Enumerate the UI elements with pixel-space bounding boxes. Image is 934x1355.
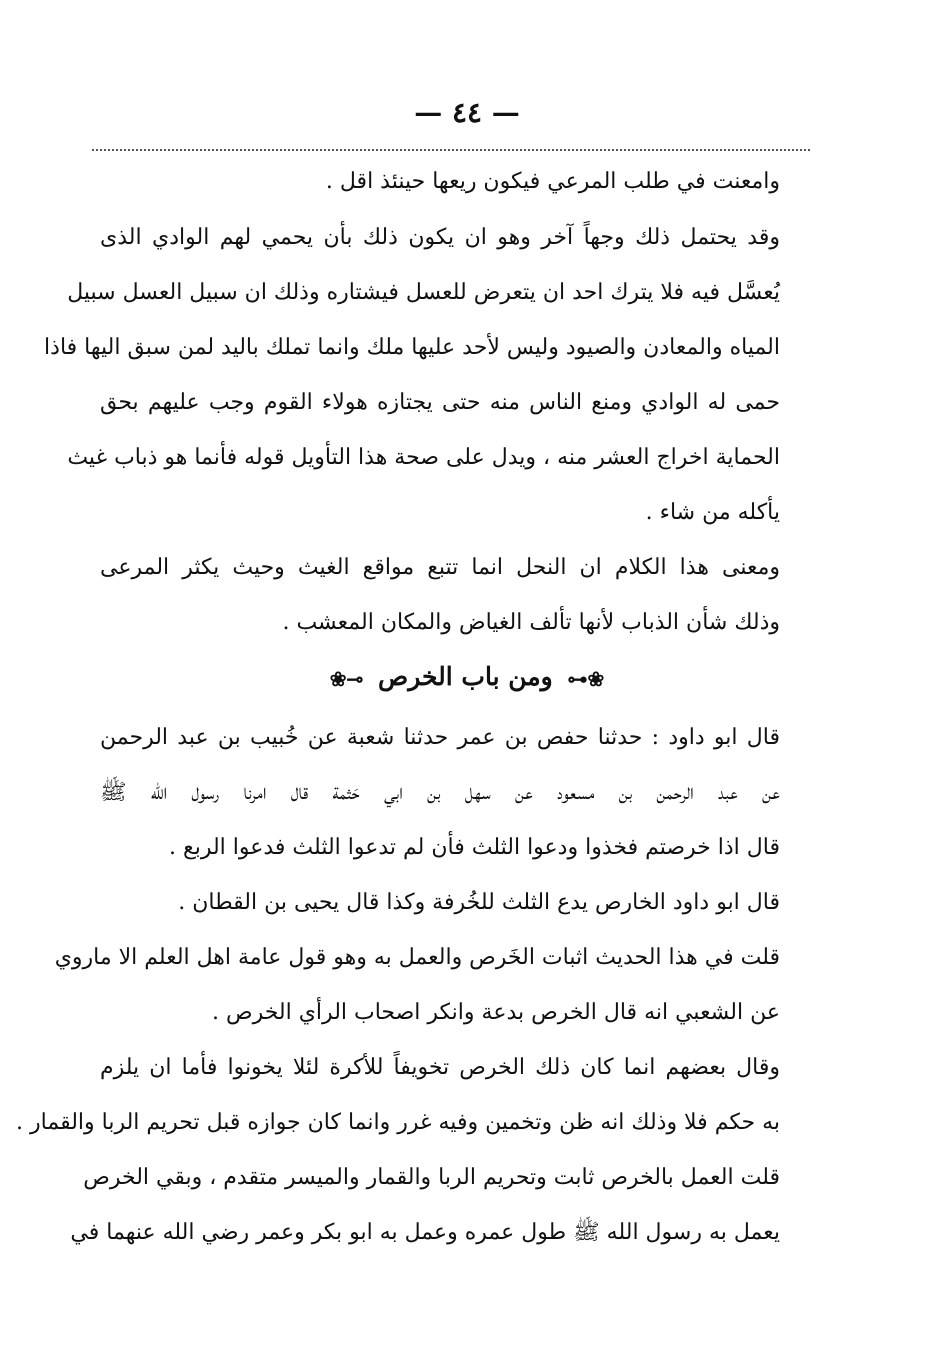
page-number: — ٤٤ — <box>414 96 520 129</box>
text-line: وقد يحتمل ذلك وجهاً آخر وهو ان يكون ذلك بأن يحمي لهم الوادي الذى <box>100 225 780 250</box>
text-line: وقال بعضهم انما كان ذلك الخرص تخويفاً للأكرة لئلا يخونوا فأما ان يلزم <box>100 1055 780 1080</box>
text-line: يأكله من شاء . <box>645 500 780 525</box>
text-line: وامعنت في طلب المرعي فيكون ريعها حينئذ اقل . <box>325 169 780 194</box>
text-line: حمى له الوادي ومنع الناس منه حتى يجتازه هولاء القوم وجب عليهم بحق <box>100 390 780 415</box>
section-heading <box>0 657 934 699</box>
text-line: الحماية اخراج العشر منه ، ويدل على صحة هذا التأويل قوله فأنما هو ذباب غيث <box>67 445 780 470</box>
text-line: قال ابو داود : حدثنا حفص بن عمر حدثنا شعبة عن خُبيب بن عبد الرحمن <box>100 725 780 750</box>
text-line: قلت في هذا الحديث اثبات الخَرص والعمل به وهو قول عامة اهل العلم الا ماروي <box>54 945 780 970</box>
text-line: ومعنى هذا الكلام ان النحل انما تتبع مواقع الغيث وحيث يكثر المرعى <box>100 555 780 580</box>
text-line: به حكم فلا وذلك انه ظن وتخمين وفيه غرر وانما كان جوازه قبل تحريم الربا والقمار . <box>16 1110 780 1135</box>
ornament-right-icon: ❀⊷ <box>567 666 605 691</box>
text-line: يُعسَّل فيه فلا يترك احد ان يتعرض للعسل فيشتاره وذلك ان سبيل العسل سبيل <box>67 280 780 305</box>
text-line: المياه والمعادن والصيود وليس لأحد عليها ملك وانما تملك باليد لمن سبق اليها فاذا <box>44 335 780 360</box>
text-line: عن عبد الرحمن بن مسعود عن سهل بن ابي حَثمة قال امرنا رسول الله ﷺ <box>100 780 780 805</box>
section-heading-text: ومن باب الخرص <box>378 662 553 691</box>
header-dotted-rule <box>92 149 810 151</box>
text-line: وذلك شأن الذباب لأنها تألف الغياض والمكان المعشب . <box>282 610 780 635</box>
text-line: عن الشعبي انه قال الخرص بدعة وانكر اصحاب الرأي الخرص . <box>211 1000 780 1025</box>
ornament-left-icon: ⊸❀ <box>329 666 364 691</box>
text-line: قلت العمل بالخرص ثابت وتحريم الربا والقمار والميسر متقدم ، وبقي الخرص <box>83 1165 780 1190</box>
text-line: قال ابو داود الخارص يدع الثلث للخُرفة وكذا قال يحيى بن القطان . <box>178 890 780 915</box>
text-line: قال اذا خرصتم فخذوا ودعوا الثلث فأن لم تدعوا الثلث فدعوا الربع . <box>169 835 780 860</box>
text-line: يعمل به رسول الله ﷺ طول عمره وعمل به ابو بكر وعمر رضي الله عنهما في <box>70 1220 780 1245</box>
